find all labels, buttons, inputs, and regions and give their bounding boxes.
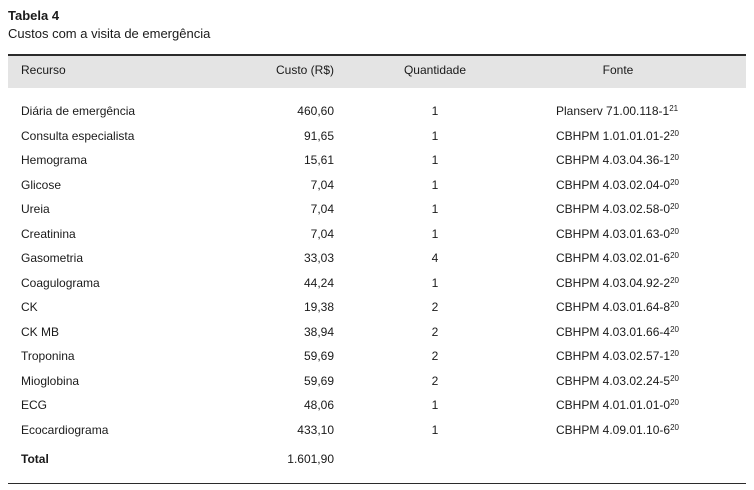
cell-custo: 48,06 <box>303 398 334 412</box>
cell-quantidade: 1 <box>431 153 439 167</box>
total-custo: 1.601,90 <box>287 452 334 466</box>
header-custo: Custo (R$) <box>275 63 334 77</box>
cell-custo: 44,24 <box>303 275 334 290</box>
cell-fonte <box>556 423 679 437</box>
cell-custo: 91,65 <box>303 128 334 143</box>
cell-fonte <box>556 276 679 290</box>
fonte-reference: 20 <box>670 177 679 187</box>
fonte-code: CBHPM 4.03.02.24-5 <box>556 373 671 388</box>
table-row <box>0 227 754 251</box>
cell-fonte <box>556 227 679 241</box>
cell-quantidade: 1 <box>431 202 439 216</box>
cell-custo: 19,38 <box>303 300 334 314</box>
cell-quantidade: 1 <box>431 177 439 192</box>
cell-fonte <box>556 104 678 118</box>
fonte-reference: 20 <box>670 226 679 236</box>
cell-custo: 460,60 <box>297 104 334 118</box>
fonte-code: CBHPM 4.09.01.10-6 <box>556 422 671 437</box>
fonte-reference: 20 <box>670 422 679 432</box>
fonte-reference: 20 <box>670 153 679 162</box>
table-row <box>0 129 754 153</box>
cell-quantidade: 1 <box>431 275 439 290</box>
cell-recurso: Glicose <box>21 177 62 192</box>
fonte-code: CBHPM 4.03.01.63-0 <box>556 226 671 241</box>
fonte-code: CBHPM 1.01.01.01-2 <box>556 128 671 143</box>
cell-fonte <box>556 251 679 265</box>
fonte-reference: 20 <box>670 373 679 383</box>
total-label: Total <box>21 452 49 466</box>
fonte-code: CBHPM 4.03.02.58-0 <box>556 202 671 216</box>
fonte-code: CBHPM 4.03.01.64-8 <box>556 300 671 314</box>
cell-quantidade: 1 <box>431 104 439 118</box>
cell-recurso: Mioglobina <box>21 373 80 388</box>
cell-custo: 7,04 <box>310 226 334 241</box>
fonte-code: Planserv 71.00.118-1 <box>556 104 670 118</box>
table-row <box>0 251 754 275</box>
cell-quantidade: 2 <box>431 300 439 314</box>
table-row <box>0 276 754 300</box>
cell-recurso: Ecocardiograma <box>21 422 109 437</box>
fonte-reference: 20 <box>670 324 679 334</box>
table-row <box>0 398 754 422</box>
cell-recurso: Consulta especialista <box>21 128 135 143</box>
cell-custo: 7,04 <box>310 177 334 192</box>
cell-quantidade: 2 <box>431 324 439 339</box>
cell-quantidade: 1 <box>431 226 439 241</box>
header-fonte: Fonte <box>602 63 634 77</box>
cell-recurso: CK MB <box>21 324 60 339</box>
cell-fonte <box>556 300 679 314</box>
cell-recurso: Coagulograma <box>21 275 100 290</box>
fonte-reference: 20 <box>670 275 679 285</box>
cell-quantidade: 2 <box>431 373 439 388</box>
cell-fonte <box>556 129 679 143</box>
fonte-code: CBHPM 4.01.01.01-0 <box>556 398 671 412</box>
cell-custo: 59,69 <box>303 373 334 388</box>
cell-custo: 15,61 <box>303 153 334 167</box>
cell-quantidade: 2 <box>431 349 439 363</box>
table-row <box>0 423 754 447</box>
table-title: Tabela 4 <box>8 8 60 23</box>
cell-recurso: Hemograma <box>21 153 88 167</box>
cell-fonte <box>556 349 679 363</box>
table-row <box>0 104 754 128</box>
fonte-code: CBHPM 4.03.02.01-6 <box>556 251 671 265</box>
fonte-code: CBHPM 4.03.04.92-2 <box>556 275 671 290</box>
fonte-code: CBHPM 4.03.02.57-1 <box>556 349 671 363</box>
cell-quantidade: 4 <box>431 251 439 265</box>
cell-recurso: Gasometria <box>21 251 84 265</box>
cell-fonte <box>556 202 679 216</box>
cell-fonte <box>556 374 679 388</box>
cell-fonte <box>556 153 679 167</box>
cell-recurso: Troponina <box>21 349 75 363</box>
table-row <box>0 202 754 226</box>
table-row <box>0 349 754 373</box>
table-row <box>0 374 754 398</box>
fonte-reference: 20 <box>670 202 679 211</box>
table-caption <box>8 8 210 42</box>
cell-quantidade: 1 <box>431 422 439 437</box>
bottom-rule <box>8 483 746 484</box>
cell-recurso: ECG <box>21 398 48 412</box>
table-subtitle: Custos com a visita de emergência <box>8 26 211 41</box>
cell-quantidade: 1 <box>431 398 439 412</box>
fonte-reference: 20 <box>670 300 679 309</box>
cell-custo: 433,10 <box>297 422 334 437</box>
header-recurso: Recurso <box>21 63 66 77</box>
fonte-reference: 21 <box>669 104 679 113</box>
cell-fonte <box>556 325 679 339</box>
table-row <box>0 325 754 349</box>
fonte-reference: 20 <box>670 349 679 358</box>
cell-recurso: Creatinina <box>21 226 76 241</box>
fonte-code: CBHPM 4.03.02.04-0 <box>556 177 671 192</box>
fonte-code: CBHPM 4.03.01.66-4 <box>556 324 671 339</box>
cell-custo: 59,69 <box>303 349 334 363</box>
cell-fonte <box>556 178 679 192</box>
fonte-reference: 20 <box>670 398 679 407</box>
cell-fonte <box>556 398 679 412</box>
cell-custo: 38,94 <box>303 324 334 339</box>
cell-recurso: CK <box>21 300 38 314</box>
cell-quantidade: 1 <box>431 128 439 143</box>
table-row <box>0 178 754 202</box>
header-quantidade: Quantidade <box>403 63 467 77</box>
fonte-code: CBHPM 4.03.04.36-1 <box>556 153 671 167</box>
fonte-reference: 20 <box>670 251 679 260</box>
cell-custo: 33,03 <box>303 251 334 265</box>
table-row <box>0 153 754 177</box>
fonte-reference: 20 <box>670 128 679 138</box>
table-total-row <box>0 452 754 476</box>
table-row <box>0 300 754 324</box>
cell-recurso: Ureia <box>21 202 50 216</box>
cell-custo: 7,04 <box>310 202 334 216</box>
cell-recurso: Diária de emergência <box>21 104 136 118</box>
